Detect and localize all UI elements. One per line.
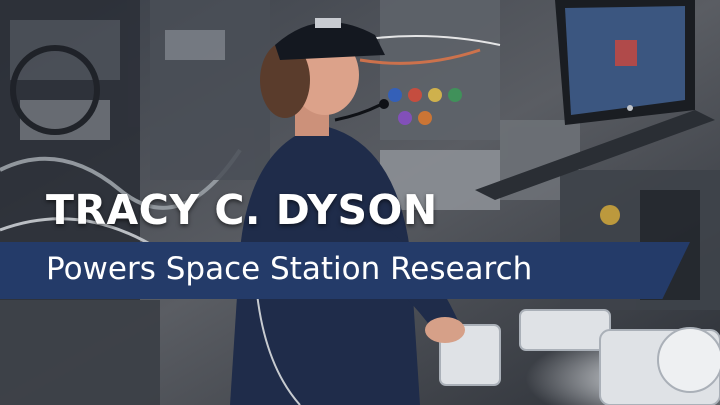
headline-name: TRACY C. DYSON	[46, 186, 438, 234]
subtitle-text: Powers Space Station Research	[46, 251, 533, 287]
